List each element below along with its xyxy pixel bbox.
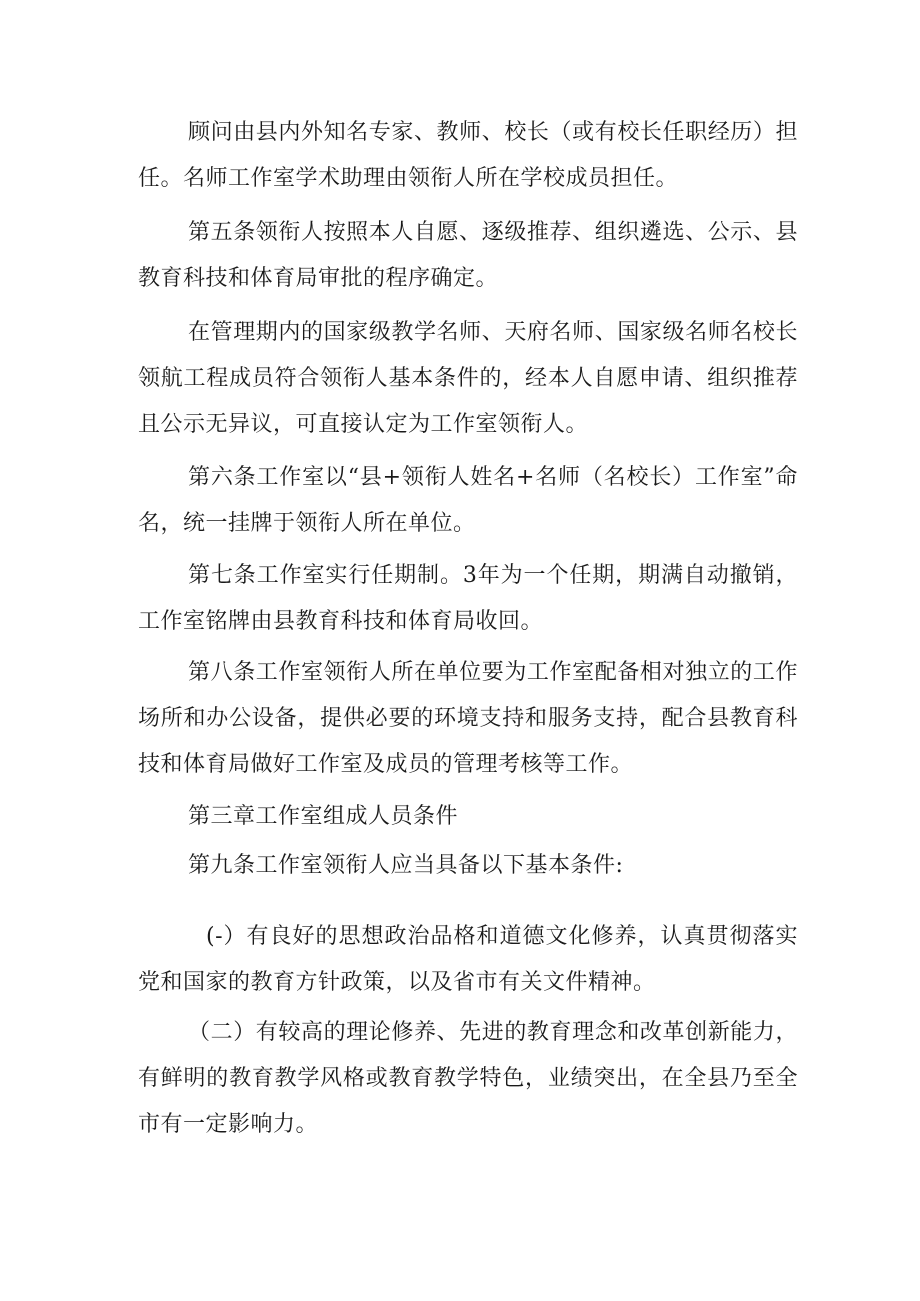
chapter-3-heading: 第三章工作室组成人员条件 [188, 804, 459, 829]
paragraph-condition-2: （二）有较高的理论修养、先进的教育理念和改革创新能力，有鲜明的教育教学风格或教育教学特色，业绩突出，在全县乃至全市有一定影响力。 [138, 1020, 798, 1137]
paragraph-article-8: 第八条工作室领衔人所在单位要为工作室配备相对独立的工作场所和办公设备，提供必要的环境支持和服务支持，配合县教育科技和体育局做好工作室及成员的管理考核等工作。 [138, 660, 798, 777]
paragraph-article-5: 第五条领衔人按照本人自愿、逐级推荐、组织遴选、公示、县教育科技和体育局审批的程序确定。 [138, 220, 798, 291]
paragraph-condition-1: (-）有良好的思想政治品格和道德文化修养，认真贯彻落实党和国家的教育方针政策，以及省市有关文件精神。 [138, 924, 798, 995]
paragraph-article-7: 第七条工作室实行任期制。3年为一个任期，期满自动撤销，工作室铭牌由县教育科技和体育局收回。 [138, 563, 798, 634]
paragraph-article-6: 第六条工作室以“县+领衔人姓名+名师（名校长）工作室”命名，统一挂牌于领衔人所在单位。 [138, 465, 798, 536]
paragraph-advisor-appointment: 顾问由县内外知名专家、教师、校长（或有校长任职经历）担任。名师工作室学术助理由领衔人所在学校成员担任。 [138, 120, 798, 191]
paragraph-article-9: 第九条工作室领衔人应当具备以下基本条件: [188, 853, 624, 878]
paragraph-national-teachers: 在管理期内的国家级教学名师、天府名师、国家级名师名校长领航工程成员符合领衔人基本条件的，经本人自愿申请、组织推荐且公示无异议，可直接认定为工作室领衔人。 [138, 320, 798, 437]
